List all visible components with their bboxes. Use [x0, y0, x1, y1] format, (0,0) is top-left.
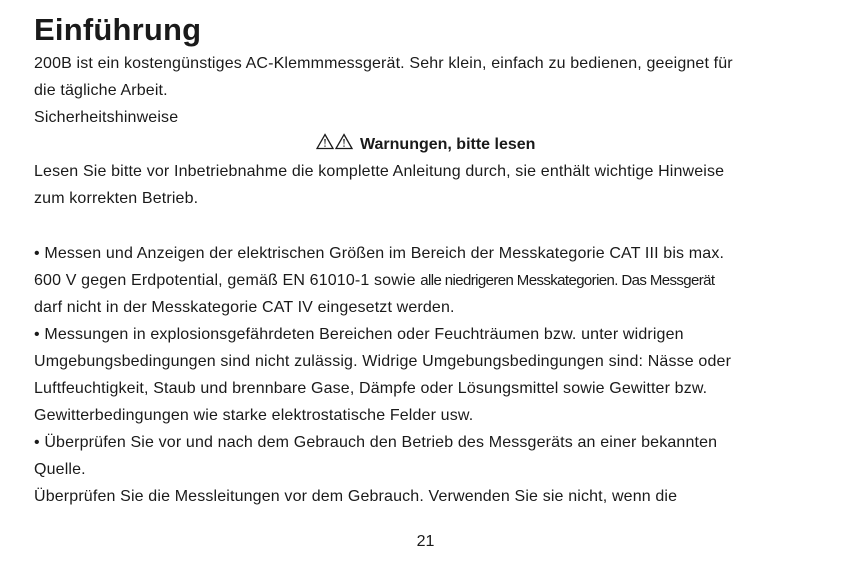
read-notice-paragraph — [34, 158, 824, 212]
bullet-line: Luftfeuchtigkeit, Staub und brennbare Gase, Dämpfe oder Lösungsmittel sowie Gewitter bzw. — [34, 380, 708, 397]
bullet-line: Überprüfen Sie die Messleitungen vor dem Gebrauch. Verwenden Sie sie nicht, wenn die — [34, 488, 678, 505]
section-heading: Einführung — [34, 12, 202, 47]
bullet-line: • Messungen in explosionsgefährdeten Bereichen oder Feuchträumen bzw. unter widrigen — [34, 326, 684, 343]
bullet-line-part: 600 V gegen Erdpotential, gemäß EN 61010-1 sowie — [34, 272, 421, 289]
read-notice-line: Lesen Sie bitte vor Inbetriebnahme die komplette Anleitung durch, sie enthält wichtige Hinweise — [34, 163, 725, 180]
bullet-line: • Messen und Anzeigen der elektrischen Größen im Bereich der Messkategorie CAT III bis max. — [34, 245, 725, 262]
bullet-line: Umgebungsbedingungen sind nicht zulässig. Widrige Umgebungsbedingungen sind: Nässe oder — [34, 353, 732, 370]
bullet-line-part-condensed: alle niedrigeren Messkategorien. Das Messgerät — [420, 272, 715, 289]
bullet-line: Gewitterbedingungen wie starke elektrostatische Felder usw. — [34, 407, 474, 424]
warning-triangle-icon — [316, 132, 356, 159]
warning-title — [0, 131, 851, 159]
read-notice-line: zum korrekten Betrieb. — [34, 190, 199, 207]
safety-label: Sicherheitshinweise — [34, 109, 179, 126]
page-number: 21 — [416, 533, 435, 550]
bullet-line: • Überprüfen Sie vor und nach dem Gebrauch den Betrieb des Messgeräts an einer bekannten — [34, 434, 718, 451]
bullet-line — [34, 267, 824, 294]
safety-bullets — [34, 240, 824, 510]
intro-line: die tägliche Arbeit. — [34, 82, 168, 99]
intro-line: 200B ist ein kostengünstiges AC-Klemmmessgerät. Sehr klein, einfach zu bedienen, geeignet für — [34, 55, 733, 72]
intro-paragraph — [34, 50, 824, 104]
warning-text: Warnungen, bitte lesen — [360, 136, 536, 153]
bullet-line: Quelle. — [34, 461, 86, 478]
bullet-line: darf nicht in der Messkategorie CAT IV eingesetzt werden. — [34, 299, 455, 316]
